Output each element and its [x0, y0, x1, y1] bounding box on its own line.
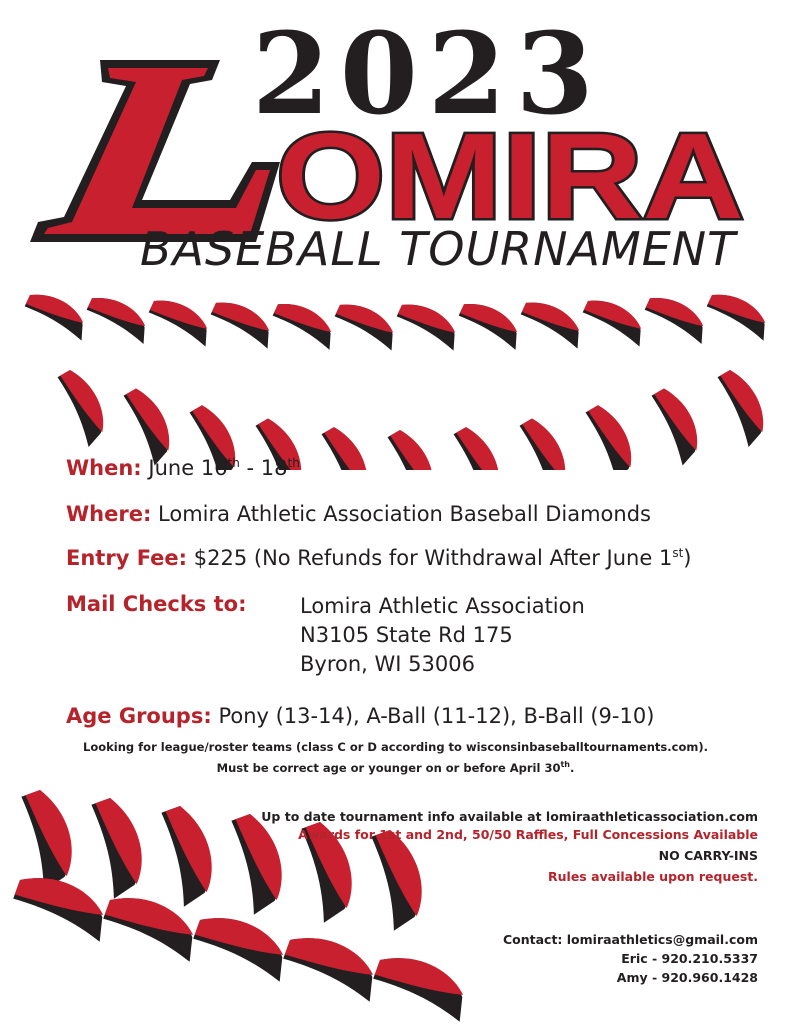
where-row — [66, 502, 651, 526]
seam-stitch — [11, 786, 85, 891]
seam-stitch — [518, 295, 590, 348]
seam-stitch — [279, 928, 384, 1002]
omira-text: OMIRA — [276, 118, 744, 228]
when-sep: - 18 — [239, 456, 288, 480]
seam-stitch — [645, 384, 711, 466]
rules-line: Rules available upon request. — [548, 869, 758, 884]
age-cutoff-sup: th — [560, 760, 570, 769]
big-l-logo — [30, 52, 280, 247]
tournament-subtitle — [140, 222, 760, 276]
seam-stitch — [447, 422, 513, 470]
where-value: Lomira Athletic Association Baseball Diamonds — [158, 502, 651, 526]
mail-line-2: N3105 State Rd 175 — [300, 623, 513, 647]
mail-line-3: Byron, WI 53006 — [300, 652, 475, 676]
age-groups-row — [66, 704, 654, 728]
awards-line: Awards for 1st and 2nd, 50/50 Raffles, Full Concessions Available — [298, 827, 758, 842]
seam-stitch — [208, 295, 280, 348]
when-start-sup: th — [227, 456, 240, 470]
tournament-info-line: Up to date tournament info available at lomiraathleticassociation.com — [261, 809, 758, 824]
seam-stitch — [151, 802, 225, 907]
seam-stitch — [9, 868, 114, 942]
when-row — [66, 456, 300, 480]
seam-stitch — [117, 384, 183, 466]
mailing-address — [300, 592, 585, 679]
contact-eric: Eric - 920.210.5337 — [621, 951, 758, 966]
when-start: June 16 — [148, 456, 228, 480]
entry-fee-value: $225 (No Refunds for Withdrawal After June 1 — [193, 546, 673, 570]
contact-email: Contact: lomiraathletics@gmail.com — [502, 932, 758, 947]
seam-stitch — [51, 365, 117, 447]
seam-stitch — [146, 293, 218, 346]
baseball-seam-top-graphic — [0, 270, 791, 470]
seam-stitch — [513, 414, 579, 470]
seam-stitch — [22, 287, 94, 340]
mail-checks-row — [66, 592, 246, 616]
subtitle-text: BASEBALL TOURNAMENT — [140, 222, 737, 276]
age-cutoff-text: Must be correct age or younger on or before April 30 — [216, 760, 561, 775]
contact-amy: Amy - 920.960.1428 — [616, 970, 758, 985]
where-label: Where: — [66, 502, 152, 526]
mail-checks-label: Mail Checks to: — [66, 592, 247, 616]
age-cutoff-end: . — [569, 760, 575, 775]
seam-stitch — [270, 297, 342, 350]
entry-fee-close: ) — [683, 546, 692, 570]
seam-stitch — [332, 297, 404, 350]
seam-stitch — [579, 401, 645, 470]
when-label: When: — [66, 456, 142, 480]
league-note: Looking for league/roster teams (class C or D according to wisconsinbaseballtournaments.com). — [83, 740, 708, 754]
mail-line-1: Lomira Athletic Association — [300, 594, 585, 618]
seam-stitch — [369, 948, 474, 1022]
seam-stitch — [84, 291, 156, 344]
entry-fee-row — [66, 546, 692, 570]
carry-ins-line: NO CARRY-INS — [658, 848, 758, 863]
seam-stitch — [394, 297, 466, 350]
seam-stitch — [580, 293, 652, 346]
entry-fee-label: Entry Fee: — [66, 546, 188, 570]
year-heading — [252, 9, 752, 140]
when-end-sup: th — [287, 456, 300, 470]
seam-stitch — [189, 908, 294, 982]
year-text: 2023 — [252, 9, 604, 140]
seam-stitch — [704, 287, 776, 340]
seam-stitch — [381, 425, 447, 470]
seam-stitch — [456, 297, 528, 350]
seam-stitch — [711, 365, 777, 447]
omira-wordmark — [272, 118, 752, 228]
entry-fee-sup: st — [672, 546, 684, 560]
age-groups-label: Age Groups: — [66, 704, 212, 728]
age-groups-value: Pony (13-14), A-Ball (11-12), B-Ball (9-10) — [218, 704, 655, 728]
seam-stitch — [642, 291, 714, 344]
seam-stitch — [81, 794, 155, 899]
seam-stitch — [315, 422, 381, 470]
